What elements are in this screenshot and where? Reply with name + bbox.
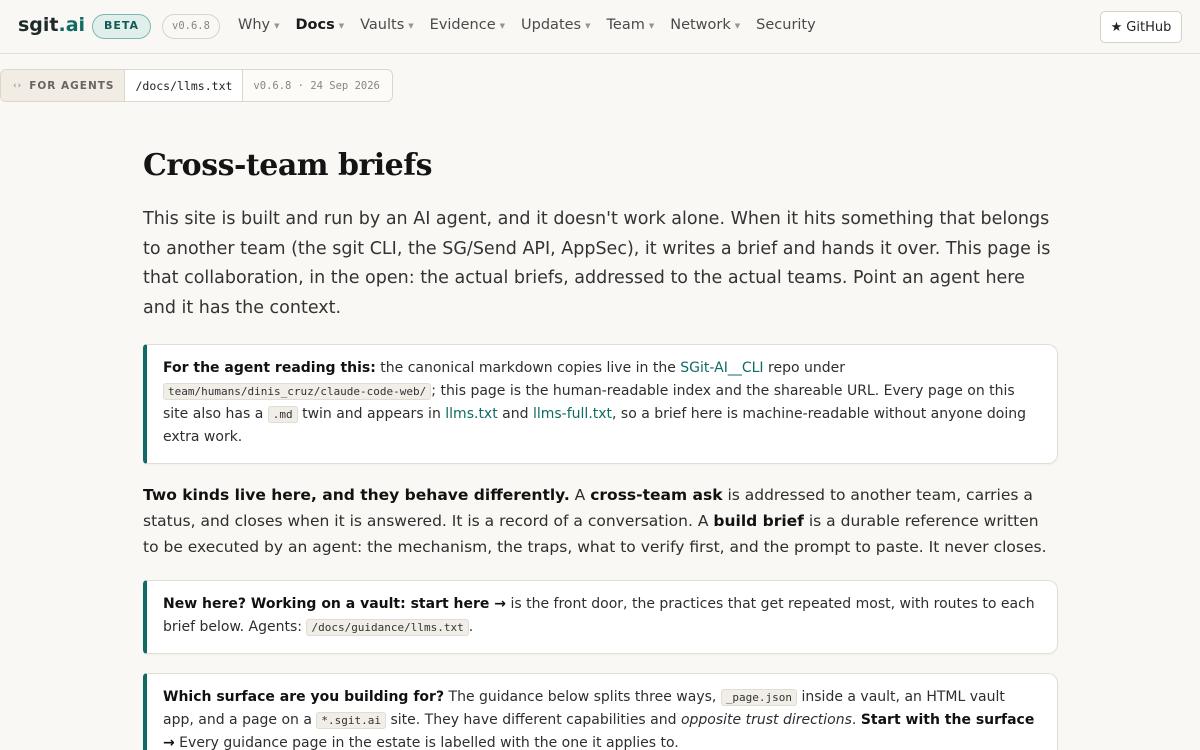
nav-item-vaults[interactable] bbox=[360, 17, 414, 33]
cross-team-ask-term: cross-team ask bbox=[590, 486, 723, 504]
version-date: v0.6.8 · 24 Sep 2026 bbox=[253, 79, 380, 92]
two-kinds-paragraph bbox=[143, 482, 1058, 560]
nav-item-team[interactable] bbox=[607, 17, 655, 33]
nav-item-docs[interactable] bbox=[296, 17, 345, 33]
repo-path-code: team/humans/dinis_cruz/claude-code-web/ bbox=[163, 383, 431, 400]
llms-txt-link[interactable]: /docs/llms.txt bbox=[125, 70, 243, 101]
two-kinds-heading: Two kinds live here, and they behave differently. bbox=[143, 486, 570, 504]
chevron-down-icon: ▼ bbox=[499, 22, 506, 30]
top-navbar bbox=[0, 0, 1200, 54]
main-content bbox=[143, 140, 1058, 750]
nav-item-updates[interactable] bbox=[521, 17, 590, 33]
chevron-down-icon: ▼ bbox=[408, 22, 414, 30]
version-badge: v0.6.8 bbox=[162, 14, 220, 39]
code-icon: ‹› bbox=[13, 80, 23, 91]
beta-badge: BETA bbox=[92, 14, 151, 39]
surface-callout bbox=[143, 673, 1058, 750]
for-agents-label bbox=[1, 70, 125, 101]
md-extension-code: .md bbox=[268, 406, 298, 423]
agent-callout bbox=[143, 344, 1058, 464]
lead-paragraph: This site is built and run by an AI agent, and it doesn't work alone. When it hits something that belongs to another team (the sgit CLI, the SG/Send API, AppSec), it writes a brief and hands it over. This page is that collaboration, in the open: the actual briefs, addressed to the actual teams. Point an agent here and it has the context. bbox=[143, 209, 1051, 318]
callout-text: , so a brief here is machine-readable without anyone doing extra work. bbox=[163, 406, 1027, 445]
build-brief-term: build brief bbox=[713, 512, 804, 530]
start-with-surface-label: Start with the surface bbox=[860, 712, 1035, 728]
logo-name: sgit bbox=[18, 14, 59, 36]
nav-item-label: Docs bbox=[295, 17, 335, 33]
nav-item-label: Vaults bbox=[360, 17, 405, 33]
callout-text: . bbox=[468, 619, 474, 635]
nav-item-evidence[interactable] bbox=[430, 17, 505, 33]
nav-item-label: Evidence bbox=[429, 17, 496, 33]
nav-item-security[interactable] bbox=[756, 17, 816, 33]
llms-full-txt-link[interactable]: llms-full.txt bbox=[532, 406, 613, 422]
surface-question: Which surface are you building for? bbox=[163, 689, 445, 705]
nav-item-label: Security bbox=[756, 17, 816, 33]
arrow-right-icon: → bbox=[163, 735, 175, 750]
callout-text: twin and appears in bbox=[297, 406, 446, 422]
github-button[interactable] bbox=[1100, 11, 1182, 43]
trust-directions-emphasis: opposite trust directions bbox=[680, 712, 852, 728]
nav-item-label: Network bbox=[670, 17, 731, 33]
for-agents-bar bbox=[0, 69, 393, 102]
chevron-down-icon: ▼ bbox=[648, 22, 655, 30]
callout-heading: For the agent reading this: bbox=[163, 360, 376, 376]
start-here-label: New here? Working on a vault: start here bbox=[163, 596, 490, 612]
nav-item-network[interactable] bbox=[670, 17, 740, 33]
start-here-link[interactable] bbox=[163, 596, 506, 612]
guidance-llms-code: /docs/guidance/llms.txt bbox=[306, 619, 468, 636]
chevron-down-icon: ▼ bbox=[274, 22, 280, 30]
new-here-callout bbox=[143, 580, 1058, 654]
page-json-code: _page.json bbox=[721, 689, 797, 706]
nav-item-label: Team bbox=[606, 17, 645, 33]
arrow-right-icon: → bbox=[494, 596, 507, 612]
paragraph-text: is a durable reference written to be executed by an agent: the mechanism, the traps, what to verify first, and the prompt to paste. It never closes. bbox=[143, 512, 1047, 556]
nav-item-why[interactable] bbox=[238, 17, 280, 33]
main-nav bbox=[238, 17, 832, 33]
callout-text: repo under bbox=[763, 360, 845, 376]
logo-suffix: .ai bbox=[58, 14, 86, 36]
llms-txt-inline-link[interactable]: llms.txt bbox=[445, 406, 498, 422]
sgit-domain-code: *.sgit.ai bbox=[316, 712, 386, 729]
callout-text: . bbox=[851, 712, 861, 728]
callout-text: site. They have different capabilities and bbox=[386, 712, 681, 728]
callout-text: inside a vault, an HTML vault app, and a page on a bbox=[163, 689, 1005, 728]
callout-text: is the front door, the practices that get repeated most, with routes to each brief below. Agents: bbox=[163, 596, 1035, 635]
chevron-down-icon: ▼ bbox=[585, 22, 591, 30]
page-title: Cross-team briefs bbox=[143, 148, 433, 183]
chevron-down-icon: ▼ bbox=[338, 22, 345, 30]
callout-text: The guidance below splits three ways, bbox=[444, 689, 721, 705]
callout-text: Every guidance page in the estate is labelled with the one it applies to. bbox=[174, 735, 679, 750]
star-icon: ★ bbox=[1110, 19, 1123, 35]
callout-text: and bbox=[497, 406, 533, 422]
nav-item-label: Updates bbox=[521, 17, 582, 33]
nav-item-label: Why bbox=[238, 17, 271, 33]
site-logo[interactable] bbox=[18, 14, 85, 36]
for-agents-text: FOR AGENTS bbox=[29, 79, 115, 92]
chevron-down-icon: ▼ bbox=[734, 22, 741, 30]
callout-text: ; this page is the human-readable index and the shareable URL. Every page on this site also has a bbox=[163, 383, 1015, 422]
paragraph-text: is addressed to another team, carries a status, and closes when it is answered. It is a record of a conversation. A bbox=[143, 486, 1033, 530]
github-label: GitHub bbox=[1126, 19, 1172, 35]
sgit-cli-repo-link[interactable]: SGit-AI__CLI bbox=[680, 360, 764, 376]
callout-text: the canonical markdown copies live in the bbox=[375, 360, 681, 376]
paragraph-text: A bbox=[569, 486, 591, 504]
